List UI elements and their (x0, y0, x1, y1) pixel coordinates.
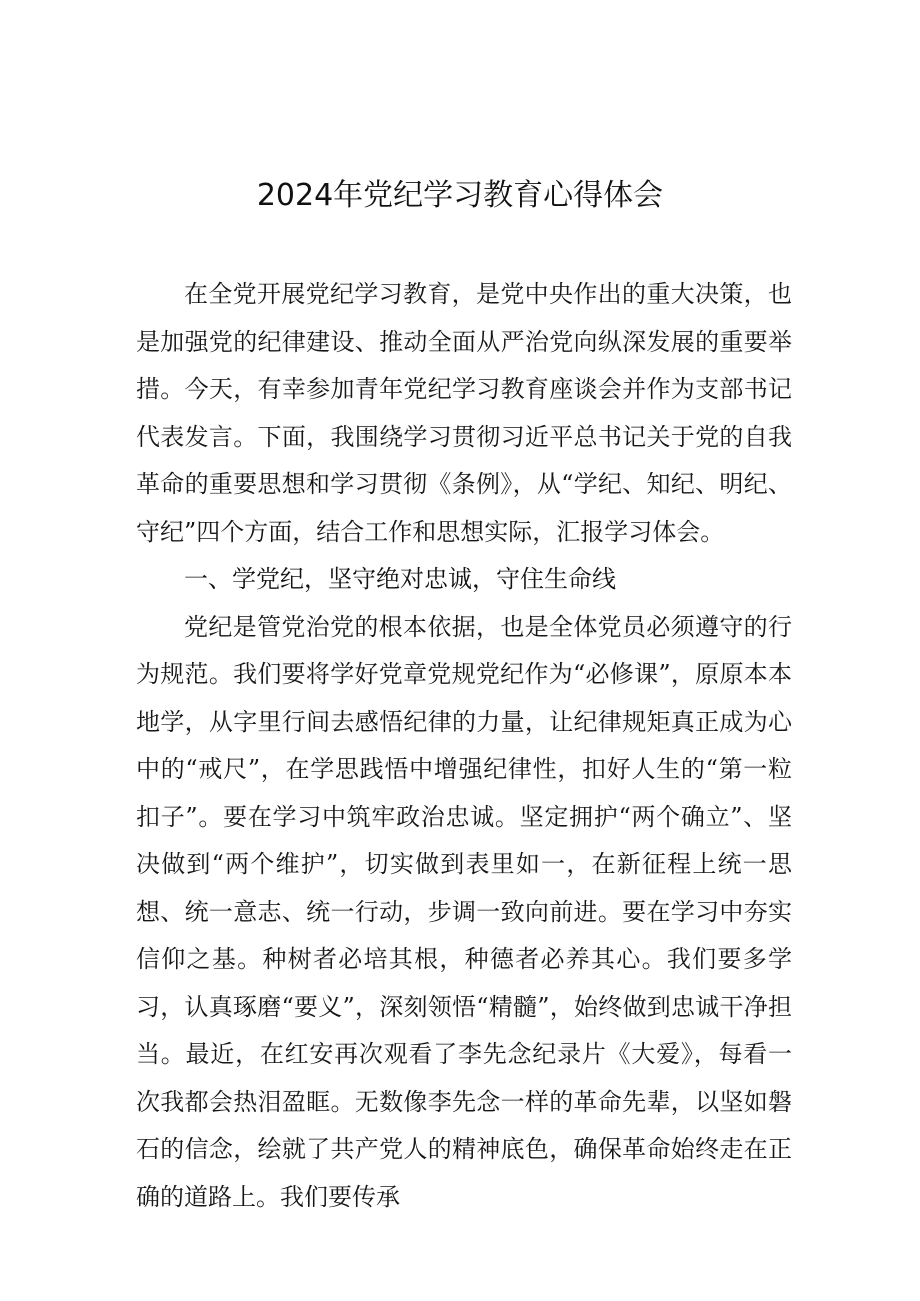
document-title: 2024年党纪学习教育心得体会 (256, 178, 664, 213)
section-paragraph: 党纪是管党治党的根本依据，也是全体党员必须遵守的行为规范。我们要将学好党章党规党纪作为“必修课”，原原本本地学，从字里行间去感悟纪律的力量，让纪律规矩真正成为心中的“戒尺”，在学思践悟中增强纪律性，扣好人生的“第一粒扣子”。要在学习中筑牢政治忠诚。坚定拥护“两个确立”、坚决做到“两个维护”，切实做到表里如一，在新征程上统一思想、统一意志、统一行动，步调一致向前进。要在学习中夯实信仰之基。种树者必培其根，种德者必养其心。我们要多学习，认真琢磨“要义”，深刻领悟“精髓”，始终做到忠诚干净担当。最近，在红安再次观看了李先念纪录片《大爱》，每看一次我都会热泪盈眶。无数像李先念一样的革命先辈，以坚如磐石的信念，绘就了共产党人的精神底色，确保革命始终走在正确的道路上。我们要传承 (136, 612, 792, 1211)
intro-paragraph: 在全党开展党纪学习教育，是党中央作出的重大决策，也是加强党的纪律建设、推动全面从严治党向纵深发展的重要举措。今天，有幸参加青年党纪学习教育座谈会并作为支部书记代表发言。下面，我围绕学习贯彻习近平总书记关于党的自我革命的重要思想和学习贯彻《条例》，从“学纪、知纪、明纪、守纪”四个方面，结合工作和思想实际，汇报学习体会。 (136, 280, 792, 546)
document-body (136, 271, 792, 1221)
section-heading: 一、学党纪，坚守绝对忠诚，守住生命线 (184, 565, 616, 593)
